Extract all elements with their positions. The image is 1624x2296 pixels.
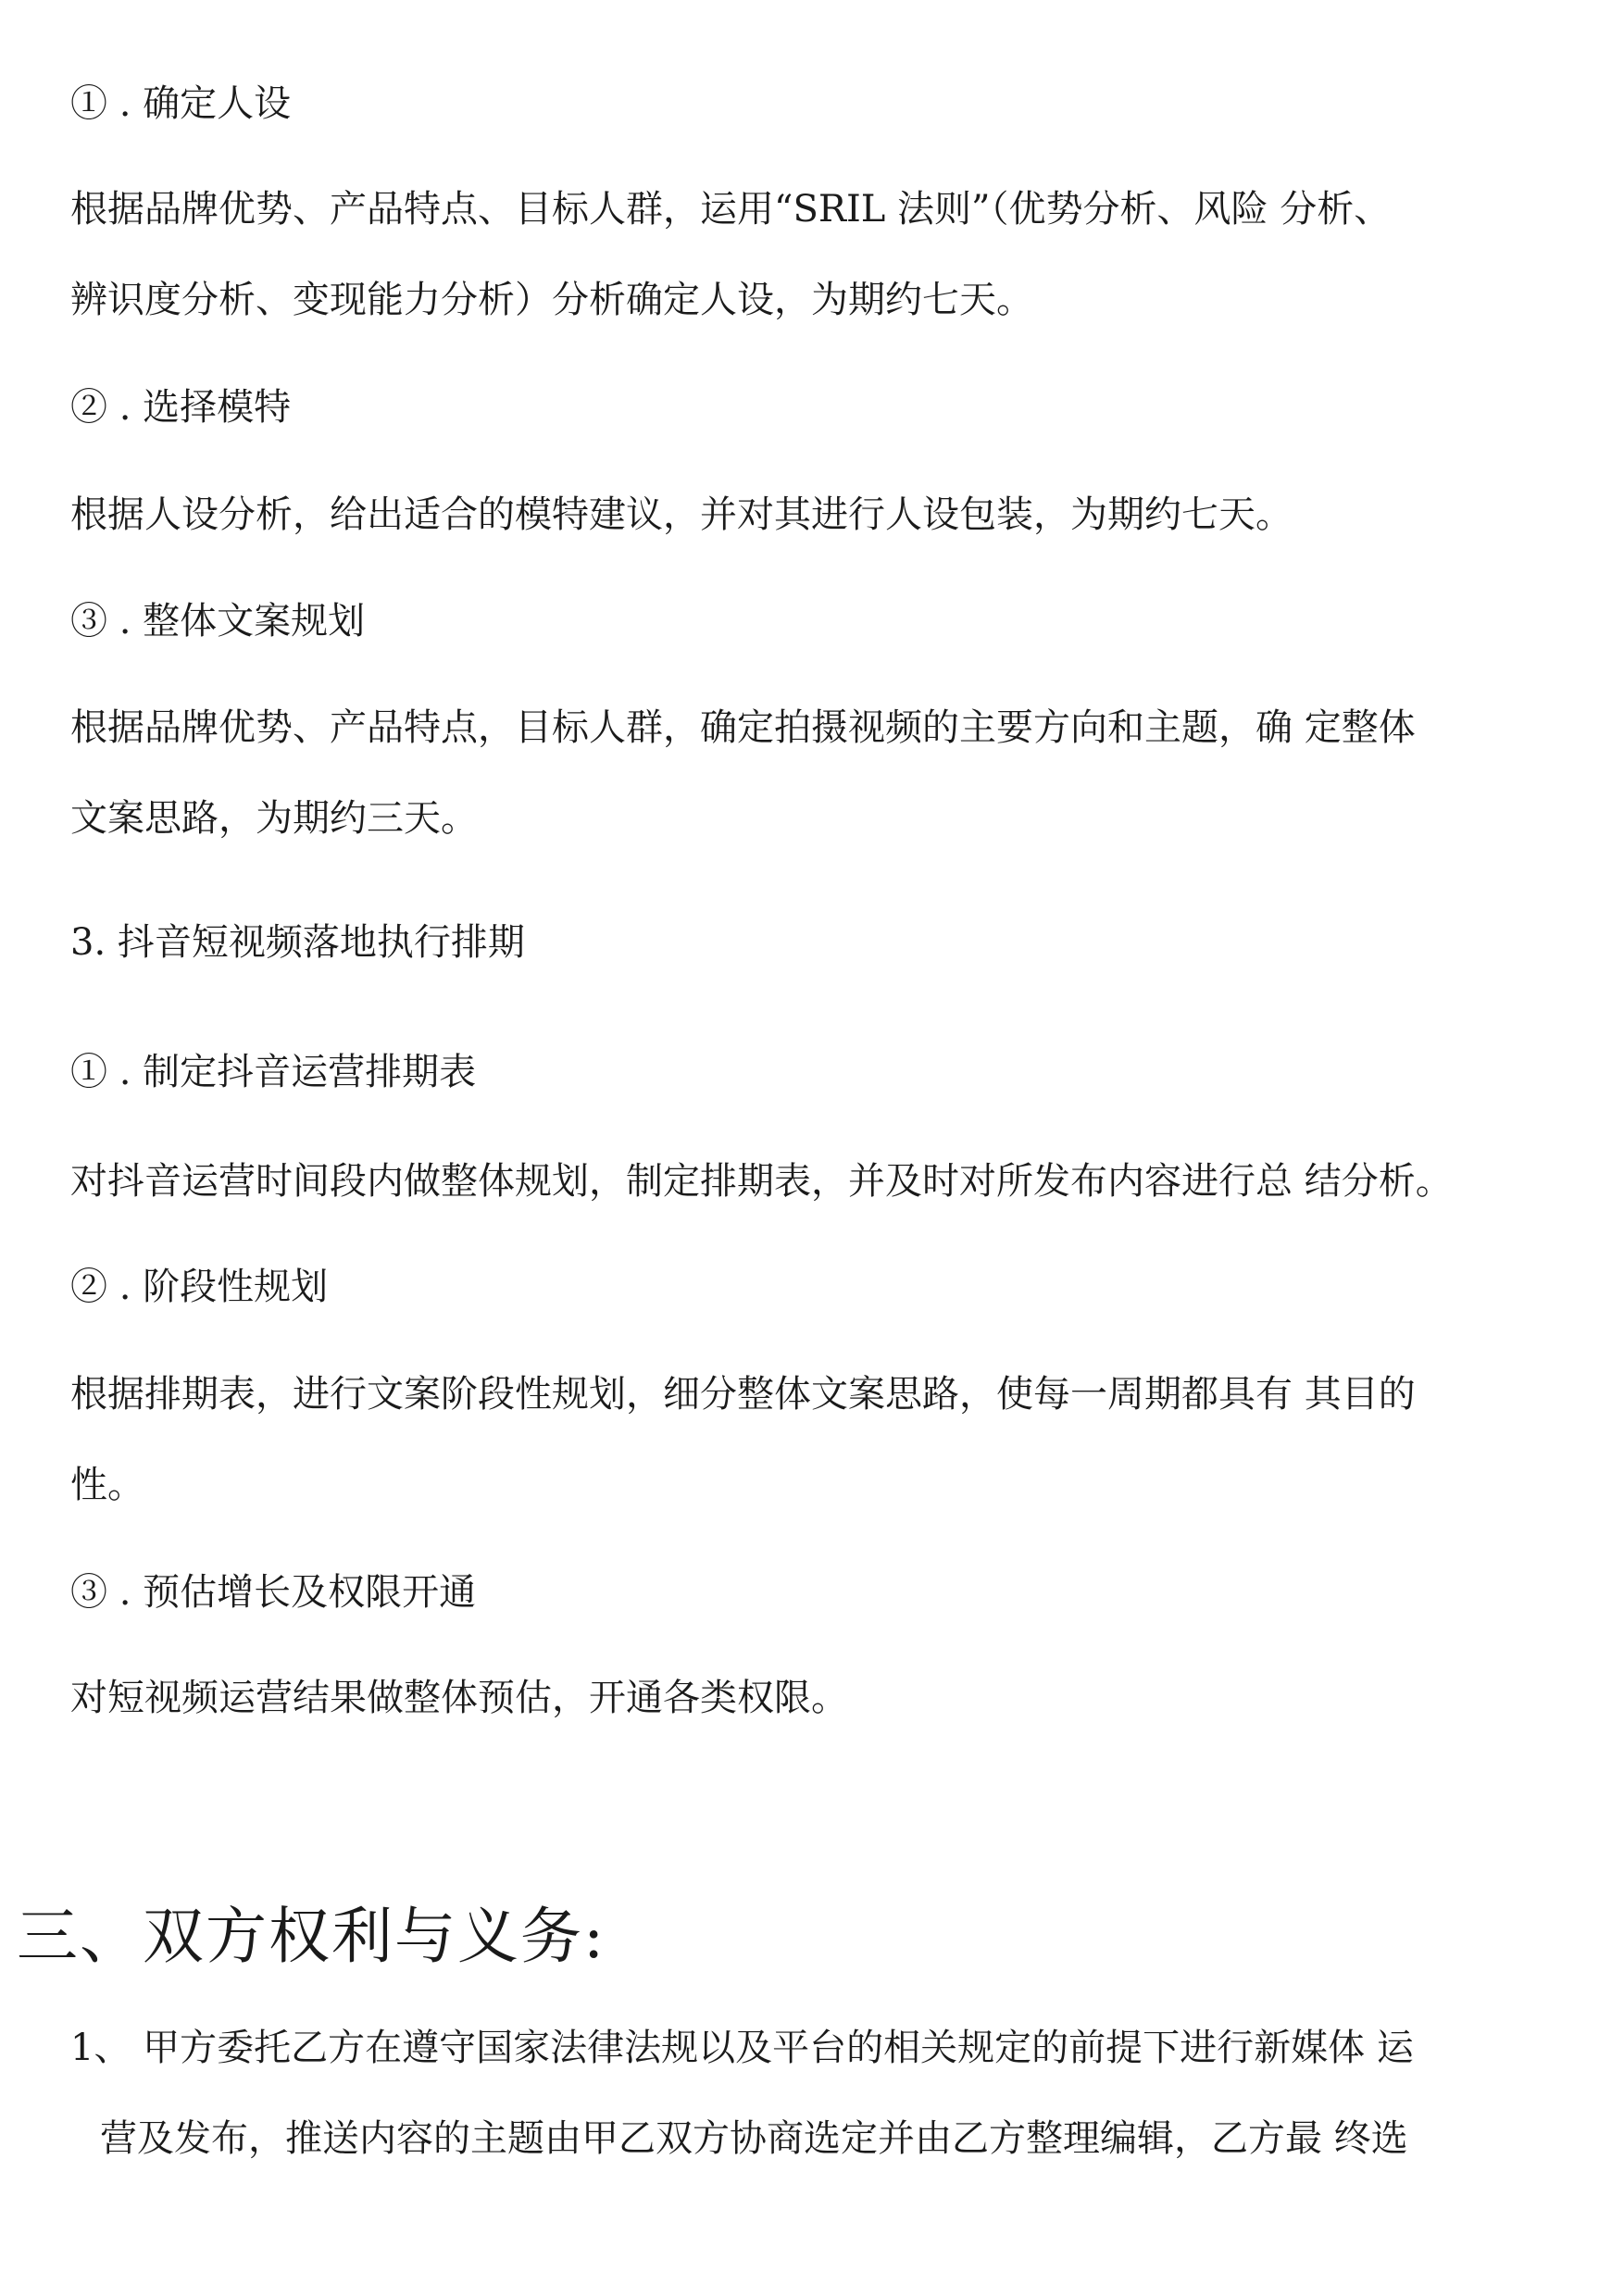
- section-heading-schedule: 3. 抖音短视频落地执行排期: [70, 921, 525, 964]
- paragraph-line: 性。: [70, 1464, 144, 1506]
- paragraph-line: 根据人设分析，给出适合的模特建议，并对其进行人设包装，为期约七天。: [70, 493, 1293, 536]
- item-heading-copy-planning: ③ . 整体文案规划: [70, 600, 366, 643]
- item-heading-growth-permissions: ③ . 预估增长及权限开通: [70, 1571, 477, 1614]
- paragraph-line: 根据品牌优势、产品特点、目标人群，运用“SRIL 法则”（优势分析、风险 分析、: [70, 188, 1392, 231]
- paragraph-line: 根据排期表，进行文案阶段性规划，细分整体文案思路，使每一周期都具有 其目的: [70, 1373, 1416, 1416]
- item-heading-phase-planning: ② . 阶段性规划: [70, 1266, 329, 1308]
- chapter-heading-rights-obligations: 三、双方权利与义务:: [17, 1901, 606, 1972]
- item-heading-establish-persona: ① . 确定人设: [70, 82, 292, 125]
- numbered-clause-line: 营及发布，推送内容的主题由甲乙双方协商选定并由乙方整理编辑，乙方最 终选: [100, 2117, 1408, 2160]
- paragraph-line: 文案思路，为期约三天。: [70, 797, 478, 840]
- paragraph-line: 对抖音运营时间段内做整体规划，制定排期表，并及时对所发布内容进行总 结分析。: [70, 1160, 1453, 1203]
- paragraph-line: 辨识度分析、变现能力分析）分析确定人设，为期约七天。: [70, 279, 1033, 321]
- item-heading-select-model: ② . 选择模特: [70, 386, 292, 429]
- numbered-clause-line: 1、 甲方委托乙方在遵守国家法律法规以及平台的相关规定的前提下进行新媒体 运: [70, 2027, 1414, 2069]
- paragraph-line: 对短视频运营结果做整体预估，开通各类权限。: [70, 1677, 848, 1719]
- paragraph-line: 根据品牌优势、产品特点，目标人群，确定拍摄视频的主要方向和主题，确 定整体: [70, 706, 1416, 749]
- item-heading-schedule-table: ① . 制定抖音运营排期表: [70, 1051, 477, 1093]
